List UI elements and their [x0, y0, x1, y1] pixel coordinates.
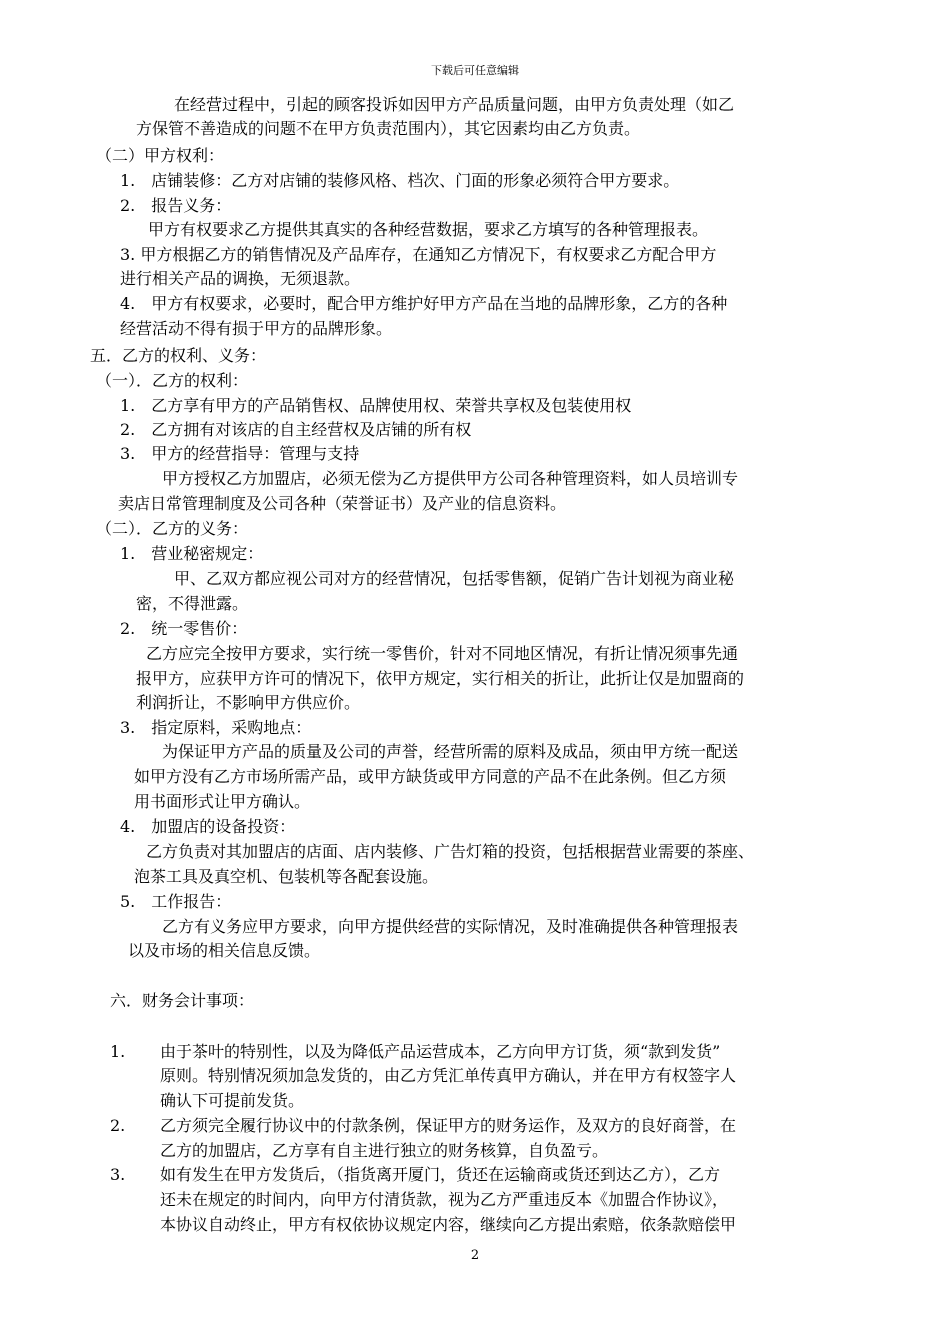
paragraph-line: 甲、乙双方都应视公司对方的经营情况，包括零售额，促销广告计划视为商业秘 [174, 569, 735, 588]
paragraph-line: 在经营过程中，引起的顾客投诉如因甲方产品质量问题，由甲方负责处理（如乙 [174, 95, 735, 114]
paragraph-line: 用书面形式让甲方确认。 [134, 792, 311, 811]
list-item: 4. 甲方有权要求，必要时，配合甲方维护好甲方产品在当地的品牌形象，乙方的各种 [120, 294, 728, 313]
list-item: 3. 指定原料，采购地点： [120, 718, 312, 737]
paragraph-line: 以及市场的相关信息反馈。 [128, 941, 321, 960]
paragraph-line: 乙方应完全按甲方要求，实行统一零售价，针对不同地区情况，有折让情况须事先通 [146, 644, 739, 663]
list-number: 3. [110, 1165, 126, 1184]
paragraph-line: 泡茶工具及真空机、包装机等各配套设施。 [134, 867, 439, 886]
section-heading: 五．乙方的权利、义务： [90, 346, 267, 365]
section-heading: （一）．乙方的权利： [96, 371, 249, 390]
list-item: 1. 乙方享有甲方的产品销售权、品牌使用权、荣誉共享权及包装使用权 [120, 396, 632, 415]
list-number: 1. [110, 1042, 126, 1061]
list-item: 2. 乙方拥有对该店的自主经营权及店铺的所有权 [120, 420, 472, 439]
page-number: 2 [470, 1248, 480, 1263]
paragraph-line: 利润折让，不影响甲方供应价。 [136, 693, 361, 712]
paragraph-line: 本协议自动终止，甲方有权依协议规定内容，继续向乙方提出索赔，依条款赔偿甲 [160, 1215, 737, 1234]
paragraph-line: 由于茶叶的特别性，以及为降低产品运营成本，乙方向甲方订货，须“款到发货” [160, 1042, 721, 1061]
list-item: 3. 甲方的经营指导：管理与支持 [120, 444, 360, 463]
paragraph-line: 进行相关产品的调换，无须退款。 [120, 269, 361, 288]
paragraph-line: 甲方授权乙方加盟店，必须无偿为乙方提供甲方公司各种管理资料，如人员培训专 [162, 469, 739, 488]
list-number: 2. [110, 1116, 126, 1135]
paragraph-line: 方保管不善造成的问题不在甲方负责范围内），其它因素均由乙方负责。 [136, 119, 641, 138]
paragraph-line: 原则。特别情况须加急发货的，由乙方凭汇单传真甲方确认，并在甲方有权签字人 [160, 1066, 737, 1085]
paragraph-line: 如甲方没有乙方市场所需产品，或甲方缺货或甲方同意的产品不在此条例。但乙方须 [134, 767, 727, 786]
page-header: 下载后可任意编辑 [431, 64, 519, 77]
paragraph-line: 为保证甲方产品的质量及公司的声誉，经营所需的原料及成品，须由甲方统一配送 [162, 742, 739, 761]
paragraph-line: 如有发生在甲方发货后，（指货离开厦门，货还在运输商或货还到达乙方），乙方 [160, 1165, 721, 1184]
section-heading: （二）．乙方的义务： [96, 519, 249, 538]
paragraph-line: 乙方负责对其加盟店的店面、店内装修、广告灯箱的投资，包括根据营业需要的茶座、 [146, 842, 755, 861]
paragraph-line: 卖店日常管理制度及公司各种（荣誉证书）及产业的信息资料。 [118, 494, 567, 513]
section-heading: 六．财务会计事项： [110, 991, 255, 1010]
paragraph-line: 甲方有权要求乙方提供其真实的各种经营数据，要求乙方填写的各种管理报表。 [148, 220, 709, 239]
list-item: 5. 工作报告： [120, 892, 232, 911]
paragraph-line: 乙方的加盟店，乙方享有自主进行独立的财务核算，自负盈亏。 [160, 1141, 609, 1160]
list-item: 2. 报告义务： [120, 196, 232, 215]
paragraph-line: 密，不得泄露。 [136, 594, 249, 613]
paragraph-line: 确认下可提前发货。 [160, 1091, 305, 1110]
list-item: 4. 加盟店的设备投资： [120, 817, 296, 836]
section-heading: （二）甲方权利： [96, 146, 225, 165]
paragraph-line: 还未在规定的时间内，向甲方付清货款，视为乙方严重违反本《加盟合作协议》， [160, 1190, 729, 1209]
list-item: 1. 营业秘密规定： [120, 544, 264, 563]
paragraph-line: 报甲方，应获甲方许可的情况下，依甲方规定，实行相关的折让，此折让仅是加盟商的 [136, 669, 745, 688]
list-item: 2. 统一零售价： [120, 619, 248, 638]
list-item: 3. 甲方根据乙方的销售情况及产品库存，在通知乙方情况下，有权要求乙方配合甲方 [120, 245, 717, 264]
paragraph-line: 乙方须完全履行协议中的付款条例，保证甲方的财务运作，及双方的良好商誉，在 [160, 1116, 737, 1135]
list-item: 1. 店铺装修：乙方对店铺的装修风格、档次、门面的形象必须符合甲方要求。 [120, 171, 680, 190]
paragraph-line: 乙方有义务应甲方要求，向甲方提供经营的实际情况，及时准确提供各种管理报表 [162, 917, 739, 936]
paragraph-line: 经营活动不得有损于甲方的品牌形象。 [120, 319, 393, 338]
